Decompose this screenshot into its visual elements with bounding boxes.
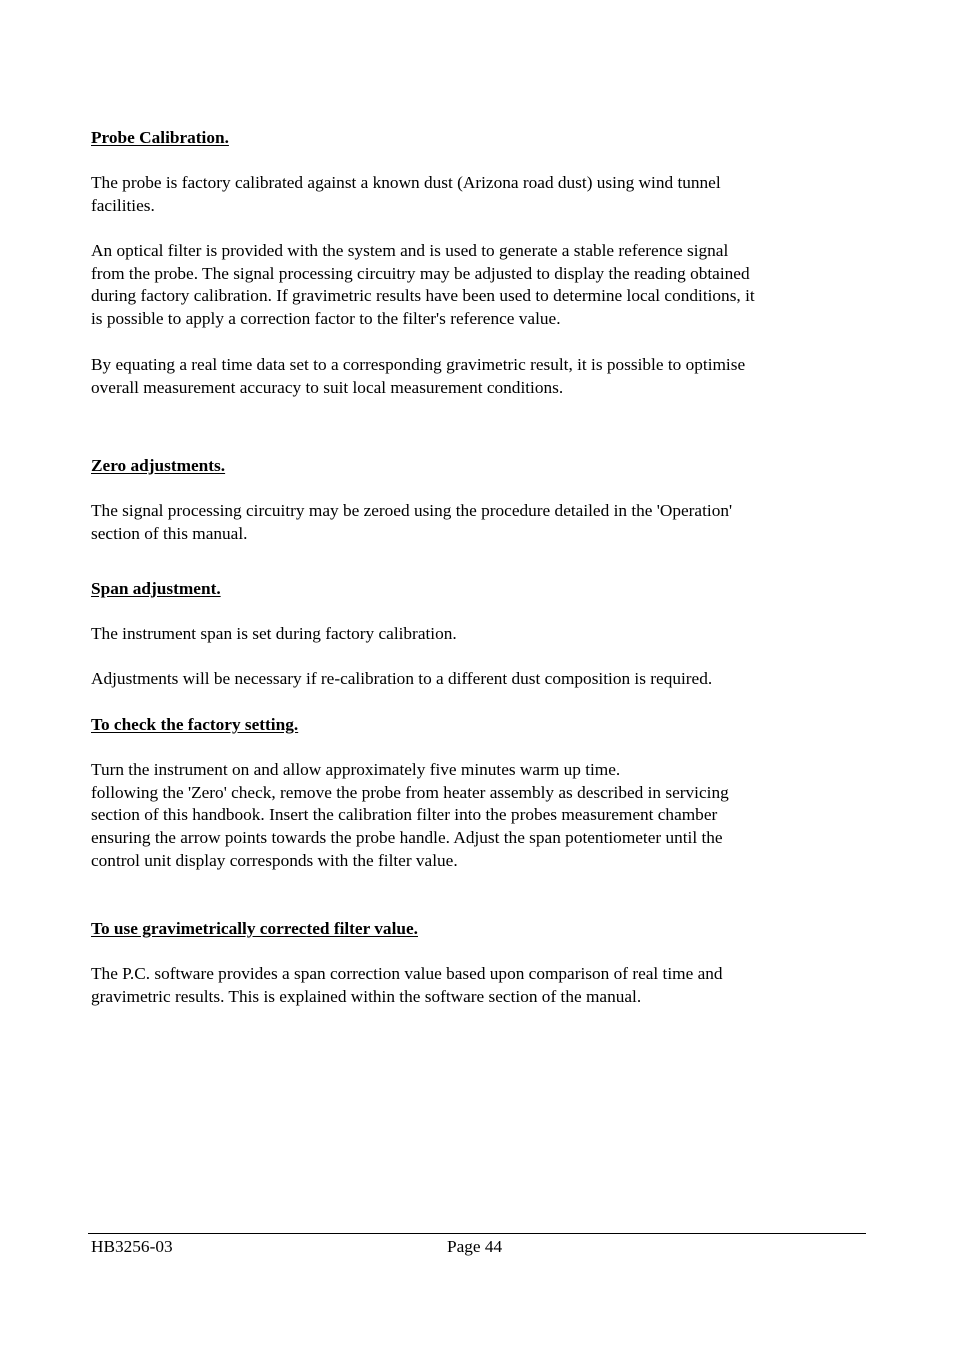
paragraph-line: The signal processing circuitry may be zeroed using the procedure detailed in the 'Operation' (91, 501, 733, 520)
paragraph-line: facilities. (91, 195, 155, 215)
paragraph-line: section of this handbook. Insert the calibration filter into the probes measurement chamber (91, 805, 718, 825)
paragraph-line: The P.C. software provides a span correction value based upon comparison of real time and (91, 964, 723, 983)
heading-zero-adjustments: Zero adjustments. (91, 456, 226, 475)
heading-check-factory-setting: To check the factory setting. (91, 715, 299, 734)
paragraph-line: Adjustments will be necessary if re-calibration to a different dust composition is required. (91, 669, 713, 688)
footer-page-number: Page 44 (447, 1237, 503, 1256)
heading-probe-calibration: Probe Calibration. (91, 128, 229, 147)
paragraph-line: The probe is factory calibrated against a known dust (Arizona road dust) using wind tunnel (91, 173, 721, 192)
paragraph-line: The instrument span is set during factory calibration. (91, 624, 457, 643)
paragraph-pc-software (91, 963, 841, 1008)
paragraph-line: An optical filter is provided with the system and is used to generate a stable reference signal (91, 241, 729, 260)
heading-span-adjustment: Span adjustment. (91, 579, 221, 598)
paragraph-optical-filter (91, 240, 841, 331)
paragraph-line: from the probe. The signal processing circuitry may be adjusted to display the reading obtained (91, 263, 750, 283)
paragraph-line: ensuring the arrow points towards the probe handle. Adjust the span potentiometer until the (91, 828, 723, 848)
paragraph-probe-factory-calibrated (91, 172, 841, 217)
paragraph-line: following the 'Zero' check, remove the probe from heater assembly as described in servicing (91, 782, 729, 802)
footer-document-code: HB3256-03 (91, 1237, 173, 1256)
paragraph-adjustments-necessary (91, 668, 841, 691)
paragraph-equating-real-time (91, 354, 841, 399)
paragraph-line: section of this manual. (91, 523, 248, 543)
paragraph-line: By equating a real time data set to a corresponding gravimetric result, it is possible to optimise (91, 355, 746, 374)
paragraph-line: during factory calibration. If gravimetric results have been used to determine local conditions, it (91, 286, 755, 306)
paragraph-check-procedure (91, 759, 841, 873)
paragraph-line: gravimetric results. This is explained within the software section of the manual. (91, 986, 642, 1006)
heading-gravimetric-filter-value: To use gravimetrically corrected filter value. (91, 919, 418, 938)
paragraph-span-set (91, 623, 841, 646)
paragraph-zero-procedure (91, 500, 841, 545)
paragraph-line: is possible to apply a correction factor to the filter's reference value. (91, 309, 561, 329)
footer-divider (88, 1233, 866, 1234)
paragraph-line: Turn the instrument on and allow approximately five minutes warm up time. (91, 760, 621, 779)
paragraph-line: overall measurement accuracy to suit local measurement conditions. (91, 377, 564, 397)
paragraph-line: control unit display corresponds with the filter value. (91, 850, 458, 870)
